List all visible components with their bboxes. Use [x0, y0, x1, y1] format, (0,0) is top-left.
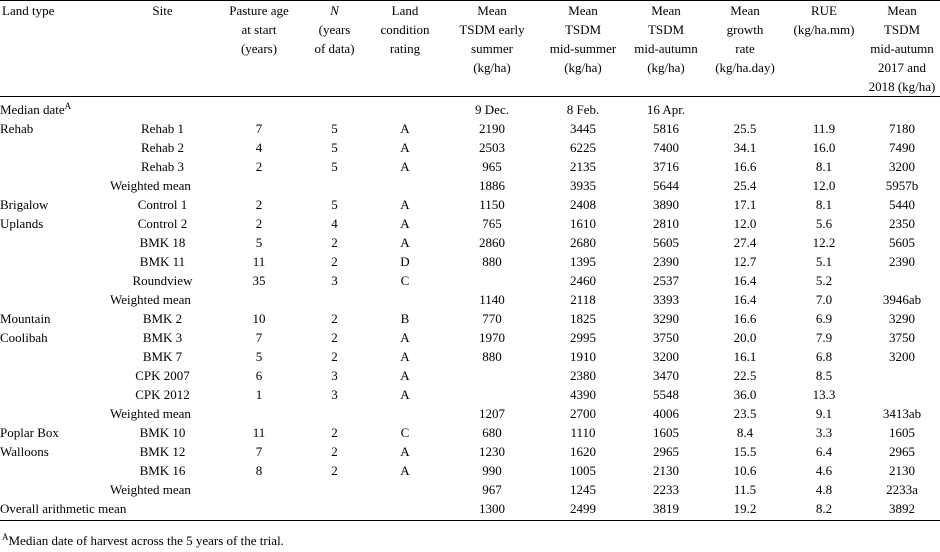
site-cell: Rehab 3 [141, 159, 184, 174]
growth-rate-cell: 16.6 [733, 311, 757, 326]
header-site: Site [110, 1, 215, 97]
tsdm-mid-autumn-cell: 3716 [653, 159, 679, 174]
n-years-cell: 4 [331, 216, 338, 231]
site-cell: Rehab 2 [141, 140, 184, 155]
footnote-text: Median date of harvest across the 5 years of the trial. [8, 533, 284, 548]
rue-cell: 13.3 [812, 387, 836, 402]
table-row [0, 404, 940, 423]
tsdm-mid-summer-cell: 2408 [570, 197, 596, 212]
cell-empty [215, 97, 303, 120]
growth-rate-cell: 16.4 [733, 273, 757, 288]
tsdm-mid-summer-cell: 1825 [570, 311, 596, 326]
tsdm-early-summer-cell: 990 [482, 463, 502, 478]
tsdm-mid-autumn-2017-2018-cell: 3946ab [882, 292, 922, 307]
rue-cell: 12.2 [812, 235, 836, 250]
land-condition-cell: A [400, 216, 410, 231]
tsdm-early-summer-cell: 680 [482, 425, 502, 440]
tsdm-early-summer-cell: 967 [482, 482, 502, 497]
pasture-age-cell: 4 [255, 140, 263, 155]
rue-cell: 8.2 [784, 499, 864, 521]
site-cell: Roundview [132, 273, 193, 288]
tsdm-mid-summer-cell: 2995 [570, 330, 596, 345]
weighted-mean-label: Weighted mean [110, 292, 191, 307]
rue-cell: 8.1 [815, 159, 833, 174]
n-years-cell: 2 [331, 463, 338, 478]
tsdm-mid-autumn-2017-2018-cell: 5440 [889, 197, 915, 212]
land-type-cell [0, 347, 110, 366]
tsdm-mid-autumn-2017-2018-cell: 2130 [889, 463, 915, 478]
tsdm-mid-autumn-cell: 2810 [653, 216, 679, 231]
table-row [0, 480, 940, 499]
tsdm-early-summer-cell: 765 [482, 216, 502, 231]
header-land-type: Land type [0, 1, 110, 97]
table-row [0, 138, 940, 157]
land-condition-cell: A [400, 444, 410, 459]
tsdm-mid-autumn-cell: 3200 [653, 349, 679, 364]
tsdm-mid-summer-cell: 1005 [570, 463, 596, 478]
header-pasture-age: Pasture age at start (years) [215, 1, 303, 97]
growth-rate-cell: 25.5 [733, 121, 757, 136]
tsdm-early-summer-cell: 2503 [479, 140, 505, 155]
land-type-cell [0, 138, 110, 157]
pasture-age-cell: 2 [255, 159, 263, 174]
growth-rate-cell: 36.0 [733, 387, 757, 402]
land-type-cell: Brigalow [0, 197, 49, 212]
rue-cell: 5.1 [815, 254, 833, 269]
tsdm-mid-autumn-cell: 3290 [653, 311, 679, 326]
growth-rate-cell: 12.0 [733, 216, 757, 231]
tsdm-mid-autumn-cell: 5548 [653, 387, 679, 402]
table-row [0, 252, 940, 271]
tsdm-mid-summer-cell: 1610 [570, 216, 596, 231]
tsdm-early-summer-cell: 965 [482, 159, 502, 174]
pasture-age-cell: 7 [255, 444, 263, 459]
header-land-condition: Land condition rating [366, 1, 444, 97]
table-row [0, 233, 940, 252]
tsdm-mid-autumn-cell: 5816 [653, 121, 679, 136]
median-date-label: Median date$^A$ [0, 101, 72, 117]
land-type-cell [0, 271, 110, 290]
tsdm-mid-autumn-2017-2018-cell: 1605 [889, 425, 915, 440]
tsdm-mid-autumn-cell: 3393 [653, 292, 679, 307]
rue-cell: 6.8 [815, 349, 833, 364]
tsdm-mid-autumn-cell: 4006 [653, 406, 679, 421]
tsdm-mid-summer-cell: 4390 [570, 387, 596, 402]
growth-rate-cell: 11.5 [733, 482, 757, 497]
land-condition-cell: A [400, 387, 410, 402]
tsdm-mid-summer-cell: 1910 [570, 349, 596, 364]
header-growth-rate: Mean growth rate (kg/ha.day) [706, 1, 784, 97]
table-row [0, 195, 940, 214]
rue-cell: 12.0 [812, 178, 836, 193]
table-row [0, 366, 940, 385]
tsdm-mid-autumn-cell: 1605 [653, 425, 679, 440]
tsdm-mid-autumn-cell: 3819 [626, 499, 706, 521]
weighted-mean-label: Weighted mean [110, 482, 191, 497]
tsdm-mid-autumn-2017-2018-cell: 3200 [889, 159, 915, 174]
tsdm-early-summer-cell: 2860 [479, 235, 505, 250]
land-type-cell [0, 404, 110, 423]
pasture-age-cell: 10 [252, 311, 266, 326]
tsdm-mid-summer-cell: 2460 [570, 273, 596, 288]
tsdm-mid-autumn-2017-2018-cell: 2965 [889, 444, 915, 459]
n-years-cell: 2 [331, 235, 338, 250]
land-type-cell [0, 480, 110, 499]
header-tsdm-early-summer: Mean TSDM early summer (kg/ha) [444, 1, 540, 97]
tsdm-mid-summer-cell: 1110 [570, 425, 596, 440]
site-cell: BMK 11 [139, 254, 186, 269]
tsdm-mid-autumn-2017-2018-cell: 7490 [889, 140, 915, 155]
tsdm-early-summer-cell: 880 [482, 349, 502, 364]
tsdm-mid-autumn-cell: 2965 [653, 444, 679, 459]
land-type-cell [0, 176, 110, 195]
tsdm-mid-autumn-2017-2018-cell: 2350 [889, 216, 915, 231]
n-years-cell: 5 [331, 121, 338, 136]
tsdm-mid-autumn-cell: 2233 [653, 482, 679, 497]
rue-cell: 16.0 [812, 140, 836, 155]
table-footnote [2, 533, 284, 549]
tsdm-early-summer-cell: 1970 [479, 330, 505, 345]
n-years-cell: 2 [331, 254, 338, 269]
median-date-mid-autumn: 16 Apr. [646, 102, 686, 117]
land-type-cell [0, 385, 110, 404]
tsdm-early-summer-cell: 1886 [479, 178, 505, 193]
land-type-cell [0, 252, 110, 271]
rue-cell: 11.9 [812, 121, 836, 136]
table-row [0, 290, 940, 309]
header-tsdm-mid-autumn-2017-2018: Mean TSDM mid-autumn 2017 and 2018 (kg/ha) [864, 1, 940, 97]
tsdm-mid-summer-cell: 2680 [570, 235, 596, 250]
tsdm-mid-autumn-cell: 3470 [653, 368, 679, 383]
pasture-age-cell: 7 [255, 121, 263, 136]
tsdm-mid-autumn-2017-2018-cell: 3750 [889, 330, 915, 345]
tsdm-mid-summer-cell: 2380 [570, 368, 596, 383]
tsdm-mid-autumn-2017-2018-cell [864, 385, 940, 404]
pasture-age-cell: 7 [255, 330, 263, 345]
growth-rate-cell: 8.4 [736, 425, 754, 440]
tsdm-mid-summer-cell: 3445 [570, 121, 596, 136]
tsdm-mid-summer-cell: 1620 [570, 444, 596, 459]
table-row [0, 499, 940, 521]
header-rue: RUE (kg/ha.mm) [784, 1, 864, 97]
growth-rate-cell: 23.5 [733, 406, 757, 421]
cell-empty [366, 97, 444, 120]
header-n: N (years of data) [303, 1, 366, 97]
tsdm-mid-summer-cell: 2135 [570, 159, 596, 174]
pasture-age-cell: 11 [252, 254, 266, 269]
tsdm-early-summer-cell: 770 [482, 311, 502, 326]
growth-rate-cell: 16.4 [733, 292, 757, 307]
land-condition-cell: A [400, 235, 410, 250]
tsdm-mid-autumn-2017-2018-cell: 3413ab [882, 406, 922, 421]
pasture-age-cell: 35 [252, 273, 266, 288]
land-condition-cell: A [400, 159, 410, 174]
tsdm-early-summer-cell: 880 [482, 254, 502, 269]
growth-rate-cell: 19.2 [706, 499, 784, 521]
land-condition-cell: D [400, 254, 410, 269]
growth-rate-cell: 34.1 [733, 140, 757, 155]
pasture-age-cell: 1 [255, 387, 263, 402]
land-condition-cell: A [400, 463, 410, 478]
tsdm-mid-autumn-2017-2018-cell: 3290 [889, 311, 915, 326]
table-row [0, 385, 940, 404]
table-body [0, 97, 940, 521]
tsdm-early-summer-cell: 1150 [479, 197, 505, 212]
n-years-cell: 5 [331, 159, 338, 174]
tsdm-mid-summer-cell: 2118 [570, 292, 596, 307]
tsdm-mid-summer-cell: 1245 [570, 482, 596, 497]
table-row [0, 347, 940, 366]
tsdm-mid-autumn-2017-2018-cell: 7180 [889, 121, 915, 136]
tsdm-early-summer-cell: 1300 [444, 499, 540, 521]
site-cell: BMK 7 [142, 349, 183, 364]
n-years-cell: 2 [331, 330, 338, 345]
tsdm-mid-autumn-2017-2018-cell [864, 366, 940, 385]
site-cell: BMK 10 [139, 425, 186, 440]
rue-cell: 6.4 [815, 444, 833, 459]
growth-rate-cell: 25.4 [733, 178, 757, 193]
tsdm-mid-autumn-2017-2018-cell: 5605 [889, 235, 915, 250]
growth-rate-cell: 17.1 [733, 197, 757, 212]
n-years-cell: 2 [331, 425, 338, 440]
land-condition-cell: A [400, 140, 410, 155]
growth-rate-cell: 15.5 [733, 444, 757, 459]
site-cell: BMK 18 [139, 235, 186, 250]
table-row [0, 214, 940, 233]
rue-cell: 6.9 [815, 311, 833, 326]
rue-cell: 4.6 [815, 463, 833, 478]
table-row [0, 157, 940, 176]
rue-cell: 9.1 [815, 406, 833, 421]
tsdm-mid-summer-cell: 2499 [540, 499, 626, 521]
tsdm-mid-autumn-cell: 2537 [653, 273, 679, 288]
land-type-cell [0, 461, 110, 480]
land-condition-cell: A [400, 330, 410, 345]
cell-empty [864, 97, 940, 120]
tsdm-mid-summer-cell: 6225 [570, 140, 596, 155]
growth-rate-cell: 16.6 [733, 159, 757, 174]
tsdm-early-summer-cell [444, 271, 540, 290]
tsdm-early-summer-cell: 1207 [479, 406, 505, 421]
land-type-cell [0, 366, 110, 385]
table-row [0, 119, 940, 138]
cell-empty [784, 97, 864, 120]
growth-rate-cell: 10.6 [733, 463, 757, 478]
median-date-early: 9 Dec. [475, 102, 509, 117]
tsdm-mid-autumn-2017-2018-cell: 3892 [864, 499, 940, 521]
rue-cell: 4.8 [815, 482, 833, 497]
land-condition-cell: B [400, 311, 410, 326]
site-cell: Rehab 1 [141, 121, 184, 136]
tsdm-early-summer-cell: 1140 [479, 292, 505, 307]
table-row [0, 442, 940, 461]
growth-rate-cell: 27.4 [733, 235, 757, 250]
site-cell: Control 1 [137, 197, 188, 212]
tsdm-mid-autumn-2017-2018-cell [864, 271, 940, 290]
table-row [0, 309, 940, 328]
n-years-cell: 2 [331, 349, 338, 364]
tsdm-mid-autumn-cell: 2130 [653, 463, 679, 478]
rue-cell: 7.9 [815, 330, 833, 345]
header-tsdm-mid-summer: Mean TSDM mid-summer (kg/ha) [540, 1, 626, 97]
land-type-cell: Poplar Box [0, 425, 59, 440]
table-row [0, 423, 940, 442]
pasture-age-cell: 5 [255, 349, 263, 364]
n-years-cell: 2 [331, 311, 338, 326]
site-cell: BMK 2 [142, 311, 183, 326]
median-date-row [0, 97, 940, 120]
site-cell: Control 2 [137, 216, 188, 231]
n-years-cell: 3 [331, 368, 338, 383]
rue-cell: 5.2 [815, 273, 833, 288]
table-row [0, 176, 940, 195]
weighted-mean-label: Weighted mean [110, 406, 191, 421]
site-cell: CPK 2012 [135, 387, 190, 402]
land-type-cell [0, 290, 110, 309]
tsdm-mid-autumn-2017-2018-cell: 3200 [889, 349, 915, 364]
land-condition-cell: A [400, 197, 410, 212]
land-condition-cell: A [400, 368, 410, 383]
land-type-cell: Uplands [0, 216, 44, 231]
cell-empty [706, 97, 784, 120]
site-cell: CPK 2007 [135, 368, 190, 383]
tsdm-mid-summer-cell: 2700 [570, 406, 596, 421]
land-type-cell [0, 233, 110, 252]
land-condition-cell: A [400, 121, 410, 136]
table-row [0, 461, 940, 480]
n-years-cell: 3 [331, 387, 338, 402]
land-type-cell: Mountain [0, 311, 51, 326]
tsdm-mid-autumn-cell: 5644 [653, 178, 679, 193]
land-type-cell [0, 157, 110, 176]
growth-rate-cell: 12.7 [733, 254, 757, 269]
tsdm-early-summer-cell: 1230 [479, 444, 505, 459]
pasture-age-cell: 8 [255, 463, 263, 478]
overall-mean-label: Overall arithmetic mean [0, 499, 444, 521]
tsdm-mid-autumn-cell: 3890 [653, 197, 679, 212]
tsdm-early-summer-cell [444, 385, 540, 404]
tsdm-mid-autumn-cell: 5605 [653, 235, 679, 250]
tsdm-mid-autumn-cell: 7400 [653, 140, 679, 155]
growth-rate-cell: 20.0 [733, 330, 757, 345]
cell-empty [303, 97, 366, 120]
tsdm-mid-autumn-cell: 3750 [653, 330, 679, 345]
land-condition-cell: C [400, 425, 410, 440]
n-years-cell: 2 [331, 444, 338, 459]
table-header [0, 1, 940, 97]
footnote-marker: A [2, 532, 9, 542]
table-row [0, 271, 940, 290]
site-cell: BMK 12 [139, 444, 186, 459]
n-years-cell: 3 [331, 273, 338, 288]
tsdm-early-summer-cell: 2190 [479, 121, 505, 136]
tsdm-early-summer-cell [444, 366, 540, 385]
weighted-mean-label: Weighted mean [110, 178, 191, 193]
land-type-cell: Coolibah [0, 330, 48, 345]
tsdm-mid-autumn-2017-2018-cell: 2390 [889, 254, 915, 269]
tsdm-mid-autumn-2017-2018-cell: 2233a [886, 482, 918, 497]
rue-cell: 8.1 [815, 197, 833, 212]
site-cell: BMK 16 [139, 463, 186, 478]
rue-cell: 8.5 [815, 368, 833, 383]
table-row [0, 328, 940, 347]
pasture-age-cell: 6 [255, 368, 263, 383]
land-condition-cell: A [400, 349, 410, 364]
tsdm-mid-summer-cell: 3935 [570, 178, 596, 193]
tsdm-mid-summer-cell: 1395 [570, 254, 596, 269]
rue-cell: 5.6 [815, 216, 833, 231]
growth-rate-cell: 22.5 [733, 368, 757, 383]
n-years-cell: 5 [331, 140, 338, 155]
tsdm-mid-autumn-2017-2018-cell: 5957b [885, 178, 919, 193]
pasture-age-cell: 11 [252, 425, 266, 440]
site-cell: BMK 3 [142, 330, 183, 345]
rue-cell: 7.0 [815, 292, 833, 307]
n-years-cell: 5 [331, 197, 338, 212]
pasture-age-cell: 5 [255, 235, 263, 250]
pasture-age-cell: 2 [255, 216, 263, 231]
land-condition-cell: C [400, 273, 410, 288]
land-type-cell: Rehab [0, 121, 34, 136]
header-tsdm-mid-autumn: Mean TSDM mid-autumn (kg/ha) [626, 1, 706, 97]
pasture-age-cell: 2 [255, 197, 263, 212]
land-type-cell: Walloons [0, 444, 49, 459]
tsdm-mid-autumn-cell: 2390 [653, 254, 679, 269]
growth-rate-cell: 16.1 [733, 349, 757, 364]
median-date-mid-summer: 8 Feb. [566, 102, 600, 117]
rue-cell: 3.3 [815, 425, 833, 440]
